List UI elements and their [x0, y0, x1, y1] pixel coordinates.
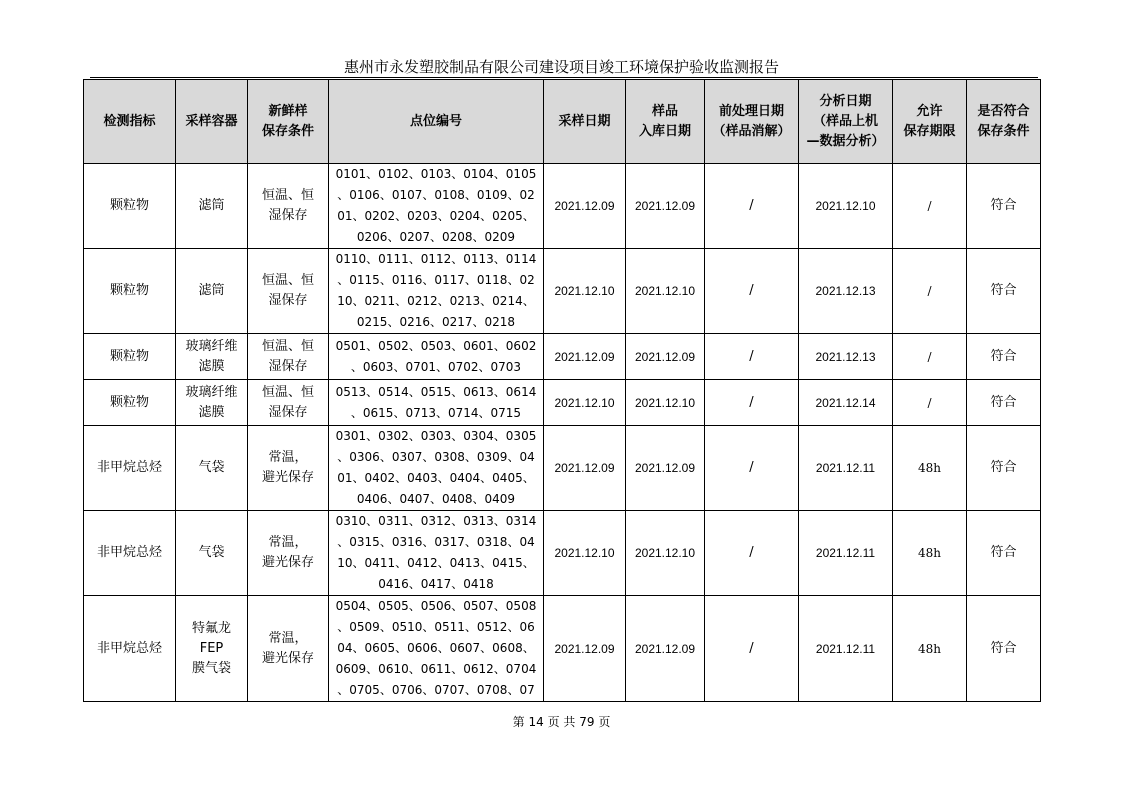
- container-line: 玻璃纤维: [185, 384, 238, 400]
- cell-indicator: 非甲烷总烃: [84, 596, 176, 702]
- cell-storage-condition: [248, 511, 329, 596]
- header-analysis-line2: （样品上机: [812, 113, 878, 129]
- storage-line: 恒温、恒: [261, 273, 314, 288]
- cell-inbound-date: 2021.12.10: [626, 511, 705, 596]
- cell-sample-date: 2021.12.10: [544, 511, 626, 596]
- sample-storage-table: [83, 79, 1041, 702]
- container-line: 滤筒: [198, 198, 225, 213]
- cell-indicator: 颗粒物: [84, 380, 176, 426]
- cell-inbound-date: 2021.12.10: [626, 380, 705, 426]
- header-indicator: 检测指标: [84, 80, 176, 164]
- points-line: 0416、0417、0418: [378, 577, 494, 591]
- header-period-line2: 保存期限: [903, 123, 956, 139]
- container-line: 气袋: [198, 545, 225, 560]
- cell-container: [176, 511, 248, 596]
- cell-inbound-date: 2021.12.10: [626, 249, 705, 334]
- storage-line: 湿保存: [268, 208, 308, 223]
- cell-inbound-date: 2021.12.09: [626, 334, 705, 380]
- cell-inbound-date: 2021.12.09: [626, 164, 705, 249]
- header-storage-line2: 保存条件: [261, 123, 314, 139]
- table-row: [84, 596, 1041, 702]
- cell-pretreat-date: /: [705, 334, 799, 380]
- points-line: 0301、0302、0303、0304、0305: [335, 429, 537, 443]
- cell-pretreat-date: /: [705, 380, 799, 426]
- container-line: 特氟龙: [191, 620, 231, 636]
- cell-indicator: 颗粒物: [84, 164, 176, 249]
- footer-prefix: 第: [512, 715, 525, 729]
- cell-comply: 符合: [967, 426, 1041, 511]
- container-line: 滤膜: [198, 404, 225, 420]
- table-header-row: [84, 80, 1041, 164]
- cell-container: [176, 426, 248, 511]
- header-points: 点位编号: [329, 80, 544, 164]
- points-line: 0215、0216、0217、0218: [356, 315, 516, 329]
- points-line: 04、0605、0606、0607、0608、: [337, 641, 535, 655]
- cell-sample-date: 2021.12.09: [544, 164, 626, 249]
- cell-sample-date: 2021.12.10: [544, 380, 626, 426]
- footer-suffix: 页: [598, 715, 611, 729]
- cell-points: [329, 511, 544, 596]
- points-line: 0504、0505、0506、0507、0508: [335, 599, 537, 613]
- header-analysis-line3: —数据分析）: [806, 133, 885, 149]
- table-body: [84, 164, 1041, 702]
- cell-indicator: 颗粒物: [84, 249, 176, 334]
- header-period-line1: 允许: [916, 103, 943, 119]
- storage-line: 湿保存: [268, 358, 308, 374]
- cell-comply: 符合: [967, 249, 1041, 334]
- points-line: 01、0202、0203、0204、0205、: [337, 209, 535, 223]
- cell-indicator: 非甲烷总烃: [84, 426, 176, 511]
- header-pretreat-date: [705, 80, 799, 164]
- table-row: [84, 380, 1041, 426]
- cell-pretreat-date: /: [705, 596, 799, 702]
- table-row: [84, 426, 1041, 511]
- cell-storage-condition: [248, 380, 329, 426]
- cell-storage-condition: [248, 164, 329, 249]
- points-line: 、0603、0701、0702、0703: [350, 359, 522, 374]
- cell-storage-condition: [248, 596, 329, 702]
- header-storage-condition: [248, 80, 329, 164]
- footer-page-number: 14: [528, 715, 544, 729]
- cell-sample-date: 2021.12.09: [544, 334, 626, 380]
- container-line: 玻璃纤维: [185, 338, 238, 354]
- document-title: 惠州市永发塑胶制品有限公司建设项目竣工环境保护验收监测报告: [343, 58, 779, 76]
- cell-sample-date: 2021.12.10: [544, 249, 626, 334]
- points-line: 、0615、0713、0714、0715: [350, 405, 522, 420]
- storage-line: 恒温、恒: [261, 384, 314, 400]
- cell-container: [176, 380, 248, 426]
- cell-comply: 符合: [967, 596, 1041, 702]
- cell-inbound-date: 2021.12.09: [626, 426, 705, 511]
- points-line: 0310、0311、0312、0313、0314: [335, 514, 537, 528]
- title-underline: [90, 77, 1038, 78]
- cell-container: [176, 249, 248, 334]
- points-line: 01、0402、0403、0404、0405、: [337, 471, 535, 485]
- cell-storage-condition: [248, 426, 329, 511]
- header-sample-date: 采样日期: [544, 80, 626, 164]
- storage-line: 湿保存: [268, 404, 308, 420]
- cell-pretreat-date: /: [705, 249, 799, 334]
- header-comply-line2: 保存条件: [977, 123, 1030, 139]
- cell-analysis-date: 2021.12.11: [799, 511, 893, 596]
- table-row: [84, 511, 1041, 596]
- cell-analysis-date: 2021.12.11: [799, 596, 893, 702]
- container-line: 膜气袋: [191, 660, 231, 676]
- points-line: 、0705、0706、0707、0708、07: [337, 683, 535, 697]
- points-line: 、0106、0107、0108、0109、02: [337, 188, 535, 202]
- cell-container: [176, 596, 248, 702]
- cell-storage-period: 48h: [893, 596, 967, 702]
- cell-analysis-date: 2021.12.13: [799, 334, 893, 380]
- table-row: [84, 164, 1041, 249]
- page-footer: [0, 713, 1123, 730]
- header-container: 采样容器: [176, 80, 248, 164]
- cell-pretreat-date: /: [705, 426, 799, 511]
- points-line: 、0315、0316、0317、0318、04: [337, 535, 535, 549]
- cell-storage-condition: [248, 249, 329, 334]
- cell-sample-date: 2021.12.09: [544, 596, 626, 702]
- cell-comply: 符合: [967, 511, 1041, 596]
- storage-line: 常温，: [268, 535, 308, 550]
- cell-analysis-date: 2021.12.13: [799, 249, 893, 334]
- container-line: 气袋: [198, 460, 225, 475]
- cell-storage-period: /: [893, 164, 967, 249]
- storage-line: 避光保存: [261, 470, 314, 485]
- cell-comply: 符合: [967, 164, 1041, 249]
- cell-container: [176, 334, 248, 380]
- header-comply-line1: 是否符合: [977, 103, 1030, 119]
- points-line: 0513、0514、0515、0613、0614: [335, 384, 537, 399]
- cell-storage-period: /: [893, 249, 967, 334]
- points-line: 、0306、0307、0308、0309、04: [337, 450, 535, 464]
- cell-indicator: 非甲烷总烃: [84, 511, 176, 596]
- points-line: 、0115、0116、0117、0118、02: [337, 273, 535, 287]
- storage-line: 避光保存: [261, 555, 314, 570]
- cell-storage-period: /: [893, 334, 967, 380]
- cell-points: [329, 426, 544, 511]
- cell-inbound-date: 2021.12.09: [626, 596, 705, 702]
- cell-analysis-date: 2021.12.11: [799, 426, 893, 511]
- cell-points: [329, 249, 544, 334]
- cell-storage-period: 48h: [893, 426, 967, 511]
- storage-line: 湿保存: [268, 293, 308, 308]
- cell-comply: 符合: [967, 380, 1041, 426]
- container-line: FEP: [199, 640, 224, 656]
- storage-line: 常温，: [268, 630, 308, 646]
- header-inbound-line1: 样品: [651, 103, 678, 119]
- cell-points: [329, 164, 544, 249]
- header-inbound-line2: 入库日期: [638, 123, 691, 139]
- cell-points: [329, 596, 544, 702]
- cell-indicator: 颗粒物: [84, 334, 176, 380]
- cell-points: [329, 380, 544, 426]
- points-line: 0110、0111、0112、0113、0114: [335, 252, 537, 266]
- header-storage-period: [893, 80, 967, 164]
- cell-storage-period: /: [893, 380, 967, 426]
- points-line: 、0509、0510、0511、0512、06: [337, 620, 535, 634]
- storage-line: 恒温、恒: [261, 188, 314, 203]
- points-line: 0406、0407、0408、0409: [356, 492, 516, 506]
- header-storage-line1: 新鲜样: [268, 103, 308, 119]
- cell-points: [329, 334, 544, 380]
- storage-line: 常温，: [268, 450, 308, 465]
- cell-analysis-date: 2021.12.10: [799, 164, 893, 249]
- container-line: 滤筒: [198, 283, 225, 298]
- footer-middle: 页 共: [547, 715, 576, 729]
- cell-pretreat-date: /: [705, 511, 799, 596]
- header-pretreat-line1: 前处理日期: [718, 103, 784, 119]
- cell-sample-date: 2021.12.09: [544, 426, 626, 511]
- cell-pretreat-date: /: [705, 164, 799, 249]
- container-line: 滤膜: [198, 358, 225, 374]
- cell-container: [176, 164, 248, 249]
- table-row: [84, 249, 1041, 334]
- cell-storage-condition: [248, 334, 329, 380]
- cell-analysis-date: 2021.12.14: [799, 380, 893, 426]
- storage-line: 避光保存: [261, 650, 314, 666]
- header-inbound-date: [626, 80, 705, 164]
- storage-line: 恒温、恒: [261, 338, 314, 354]
- points-line: 0206、0207、0208、0209: [356, 230, 516, 244]
- footer-total-pages: 79: [579, 715, 595, 729]
- cell-comply: 符合: [967, 334, 1041, 380]
- header-analysis-line1: 分析日期: [819, 93, 872, 109]
- points-line: 10、0411、0412、0413、0415、: [337, 556, 535, 570]
- points-line: 0501、0502、0503、0601、0602: [335, 338, 537, 353]
- points-line: 10、0211、0212、0213、0214、: [337, 294, 535, 308]
- points-line: 0101、0102、0103、0104、0105: [335, 167, 537, 181]
- points-line: 0609、0610、0611、0612、0704: [335, 662, 537, 676]
- cell-storage-period: 48h: [893, 511, 967, 596]
- header-analysis-date: [799, 80, 893, 164]
- header-pretreat-line2: （样品消解）: [712, 123, 791, 139]
- table-row: [84, 334, 1041, 380]
- header-comply: [967, 80, 1041, 164]
